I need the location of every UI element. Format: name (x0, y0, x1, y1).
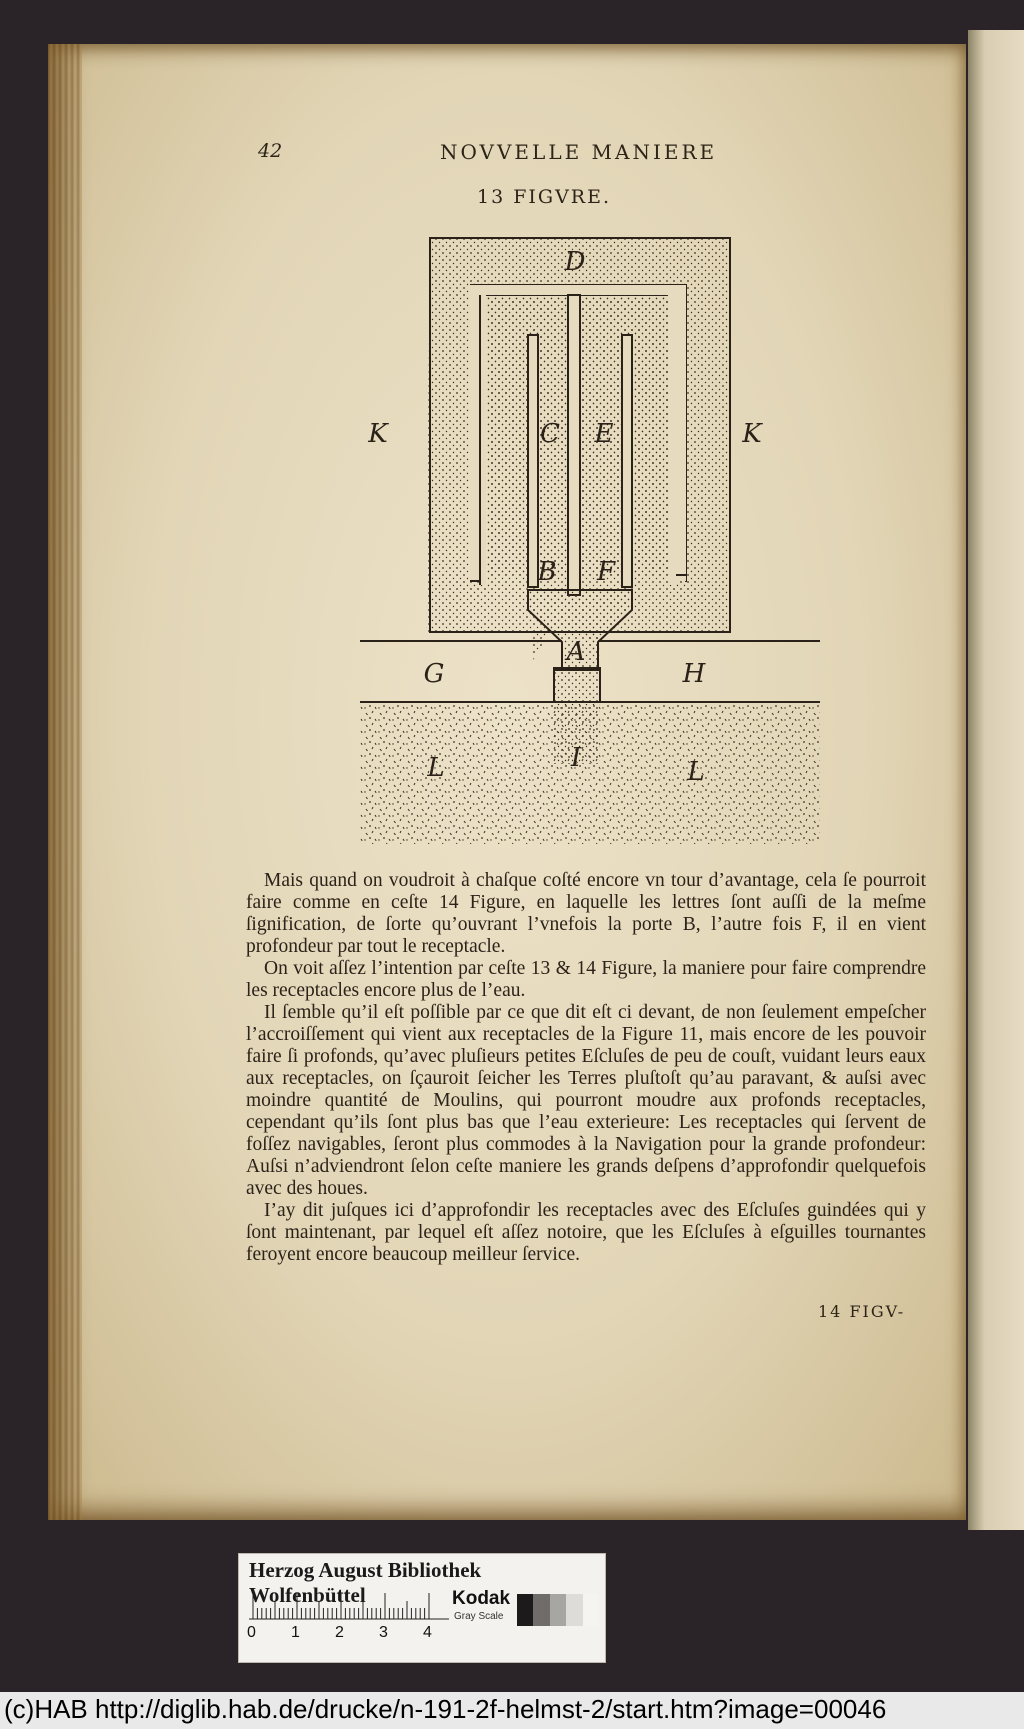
ruler-number: 4 (423, 1624, 432, 1641)
ruler-number: 2 (335, 1624, 344, 1641)
gray-swatch (550, 1594, 566, 1626)
ruler-numbers (247, 1624, 457, 1646)
color-target-card (238, 1553, 606, 1663)
gray-swatches (517, 1594, 599, 1626)
gray-swatch (533, 1594, 549, 1626)
label-g: G (423, 659, 445, 689)
gray-swatch (517, 1594, 533, 1626)
label-l-left: L (427, 753, 445, 783)
label-c: C (540, 419, 560, 449)
kodak-logo: Kodak (452, 1588, 511, 1609)
ruler-number: 0 (247, 1624, 256, 1641)
label-l-right: L (687, 757, 705, 787)
footer-bar (0, 1692, 1024, 1729)
scale-ruler (249, 1592, 449, 1620)
adjacent-page-edge (968, 30, 1024, 1530)
label-b: B (537, 557, 557, 587)
ruler-number: 1 (291, 1624, 300, 1641)
running-head (0, 138, 1024, 168)
gray-scale-label: Gray Scale (454, 1611, 504, 1622)
paragraph: On voit aſſez l’intention par ceſte 13 & 14 Figure, la maniere pour faire comprendre les receptacles encore plus de l’eau. (246, 958, 926, 1001)
institution-name: Herzog August Bibliothek Wolfenbüttel (249, 1558, 482, 1607)
label-k-right: K (742, 419, 762, 449)
running-title: NOVVELLE MANIERE (440, 140, 718, 164)
paragraph: Mais quand on voudroit à chaſque coſté encore vn tour d’avantage, cela ſe pourroit faire comme en ceſte 14 Figure, en laquelle les lettres ſont auſſi de la meſme ſignification, de ſorte qu’ouvrant l’vnefois la porte B, l’autre fois F, il en vient profondeur par tout le receptacle. (246, 870, 926, 957)
label-i: I (570, 743, 582, 773)
figure-title-text: 13 FIGVRE. (476, 186, 612, 208)
label-d: D (564, 247, 586, 277)
page-fore-edge (48, 44, 82, 1520)
gray-swatch (566, 1594, 582, 1626)
label-e: E (594, 419, 614, 449)
label-h: H (682, 659, 706, 689)
credit-url: (c)HAB http://diglib.hab.de/drucke/n-191-2f-helmst-2/start.htm?image=00046 (4, 1694, 887, 1724)
label-k-left: K (368, 419, 388, 449)
sluice-figure (350, 230, 830, 860)
ruler-number: 3 (379, 1624, 388, 1641)
label-f: F (596, 557, 616, 587)
catchword: 14 FIGV- (818, 1302, 906, 1321)
page-number: 42 (258, 140, 283, 162)
paragraph: Il ſemble qu’il eſt poſſible par ce que dit eſt ci devant, de non ſeulement empeſcher l’accroiſſement qui vient aux receptacles de la Figure 11, mais encore de les pouvoir faire ſi profonds, qu’avec pluſieurs petites Eſcluſes de peu de couſt, vuidant leurs eaux aux receptacles, on ſçauroit ſeicher les Terres pluſtoſt qu’au paravant, & auſsi avec moindre quantité de Moulins, qui pourront moudre aux profonds receptacles, cependant qu’ils ſont plus bas que l’eau exterieure: Les receptacles qui ſervent de foſſez navigables, ſeront plus commodes à la Navigation pour la grande profondeur: Auſsi n’adviendront ſelon ceſte maniere les grands deſpens d’approfondir quelquefois avec des houes. (246, 1002, 926, 1199)
body-text (246, 870, 926, 1266)
label-a: A (566, 637, 586, 667)
gray-swatch (583, 1594, 599, 1626)
paragraph: I’ay dit juſques ici d’approfondir les receptacles avec des Eſcluſes guindées qui y ſont maintenant, par lequel eſt aſſez notoire, que les Eſcluſes à eſguilles tournantes feroyent encore beaucoup meilleur ſervice. (246, 1200, 926, 1265)
figure-title (0, 186, 1024, 208)
